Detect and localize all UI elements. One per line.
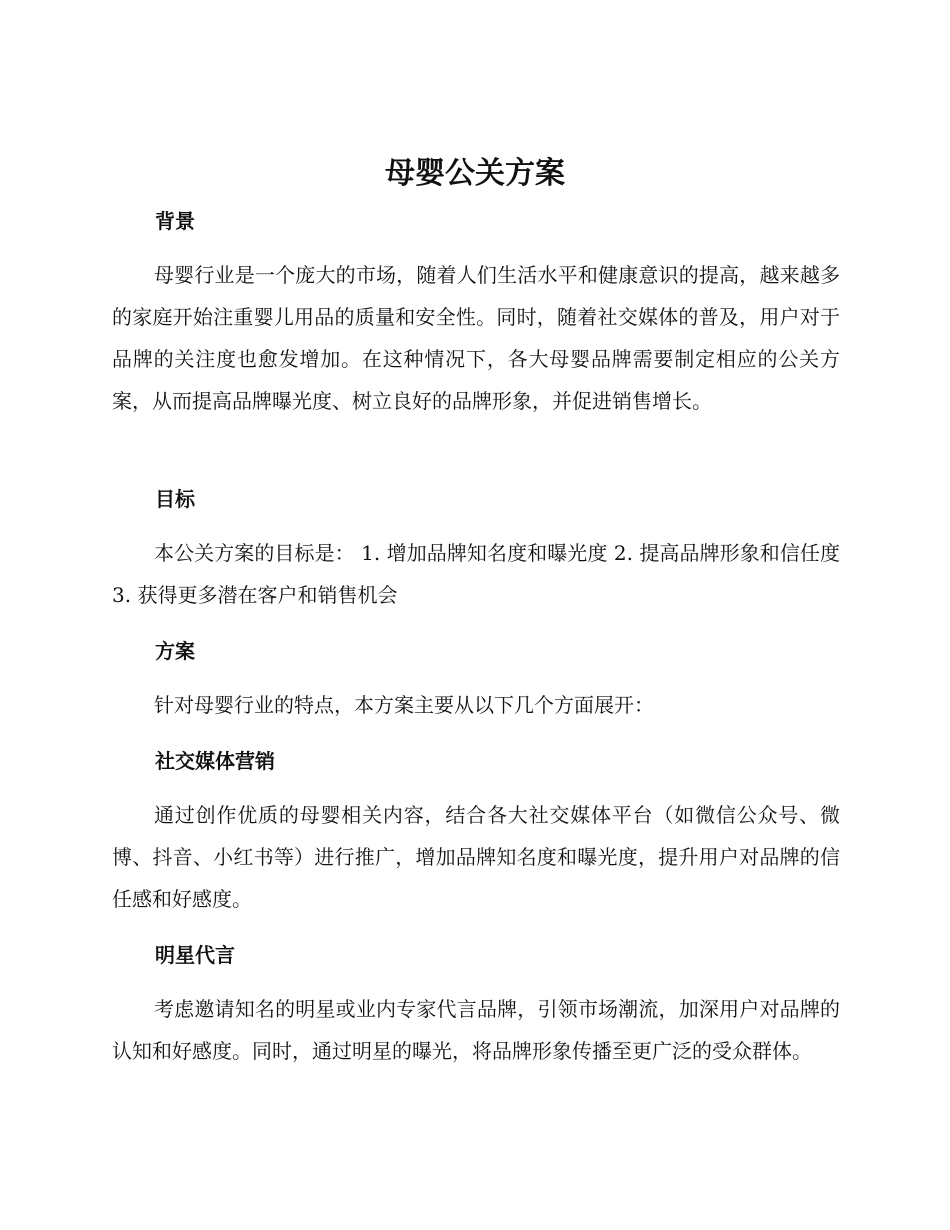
section-body-goal: 本公关方案的目标是： 1. 增加品牌知名度和曝光度 2. 提高品牌形象和信任度 3. 获得更多潜在客户和销售机会 — [112, 541, 840, 607]
section-heading-goal: 目标 — [155, 487, 195, 511]
section-body-celebrity: 考虑邀请知名的明星或业内专家代言品牌，引领市场潮流，加深用户对品牌的认知和好感度。同时，通过明星的曝光，将品牌形象传播至更广泛的受众群体。 — [112, 997, 840, 1063]
section-heading-social-media: 社交媒体营销 — [155, 749, 275, 773]
section-body-social-media: 通过创作优质的母婴相关内容，结合各大社交媒体平台（如微信公众号、微博、抖音、小红书等）进行推广，增加品牌知名度和曝光度，提升用户对品牌的信任感和好感度。 — [112, 803, 840, 911]
document-title: 母婴公关方案 — [385, 156, 565, 191]
section-heading-background: 背景 — [155, 209, 195, 233]
section-body-background: 母婴行业是一个庞大的市场，随着人们生活水平和健康意识的提高，越来越多的家庭开始注重婴儿用品的质量和安全性。同时，随着社交媒体的普及，用户对于品牌的关注度也愈发增加。在这种情况下，各大母婴品牌需要制定相应的公关方案，从而提高品牌曝光度、树立良好的品牌形象，并促进销售增长。 — [112, 263, 840, 413]
section-body-plan: 针对母婴行业的特点，本方案主要从以下几个方面展开： — [154, 693, 654, 717]
section-heading-celebrity: 明星代言 — [155, 943, 235, 967]
section-heading-plan: 方案 — [155, 639, 195, 663]
